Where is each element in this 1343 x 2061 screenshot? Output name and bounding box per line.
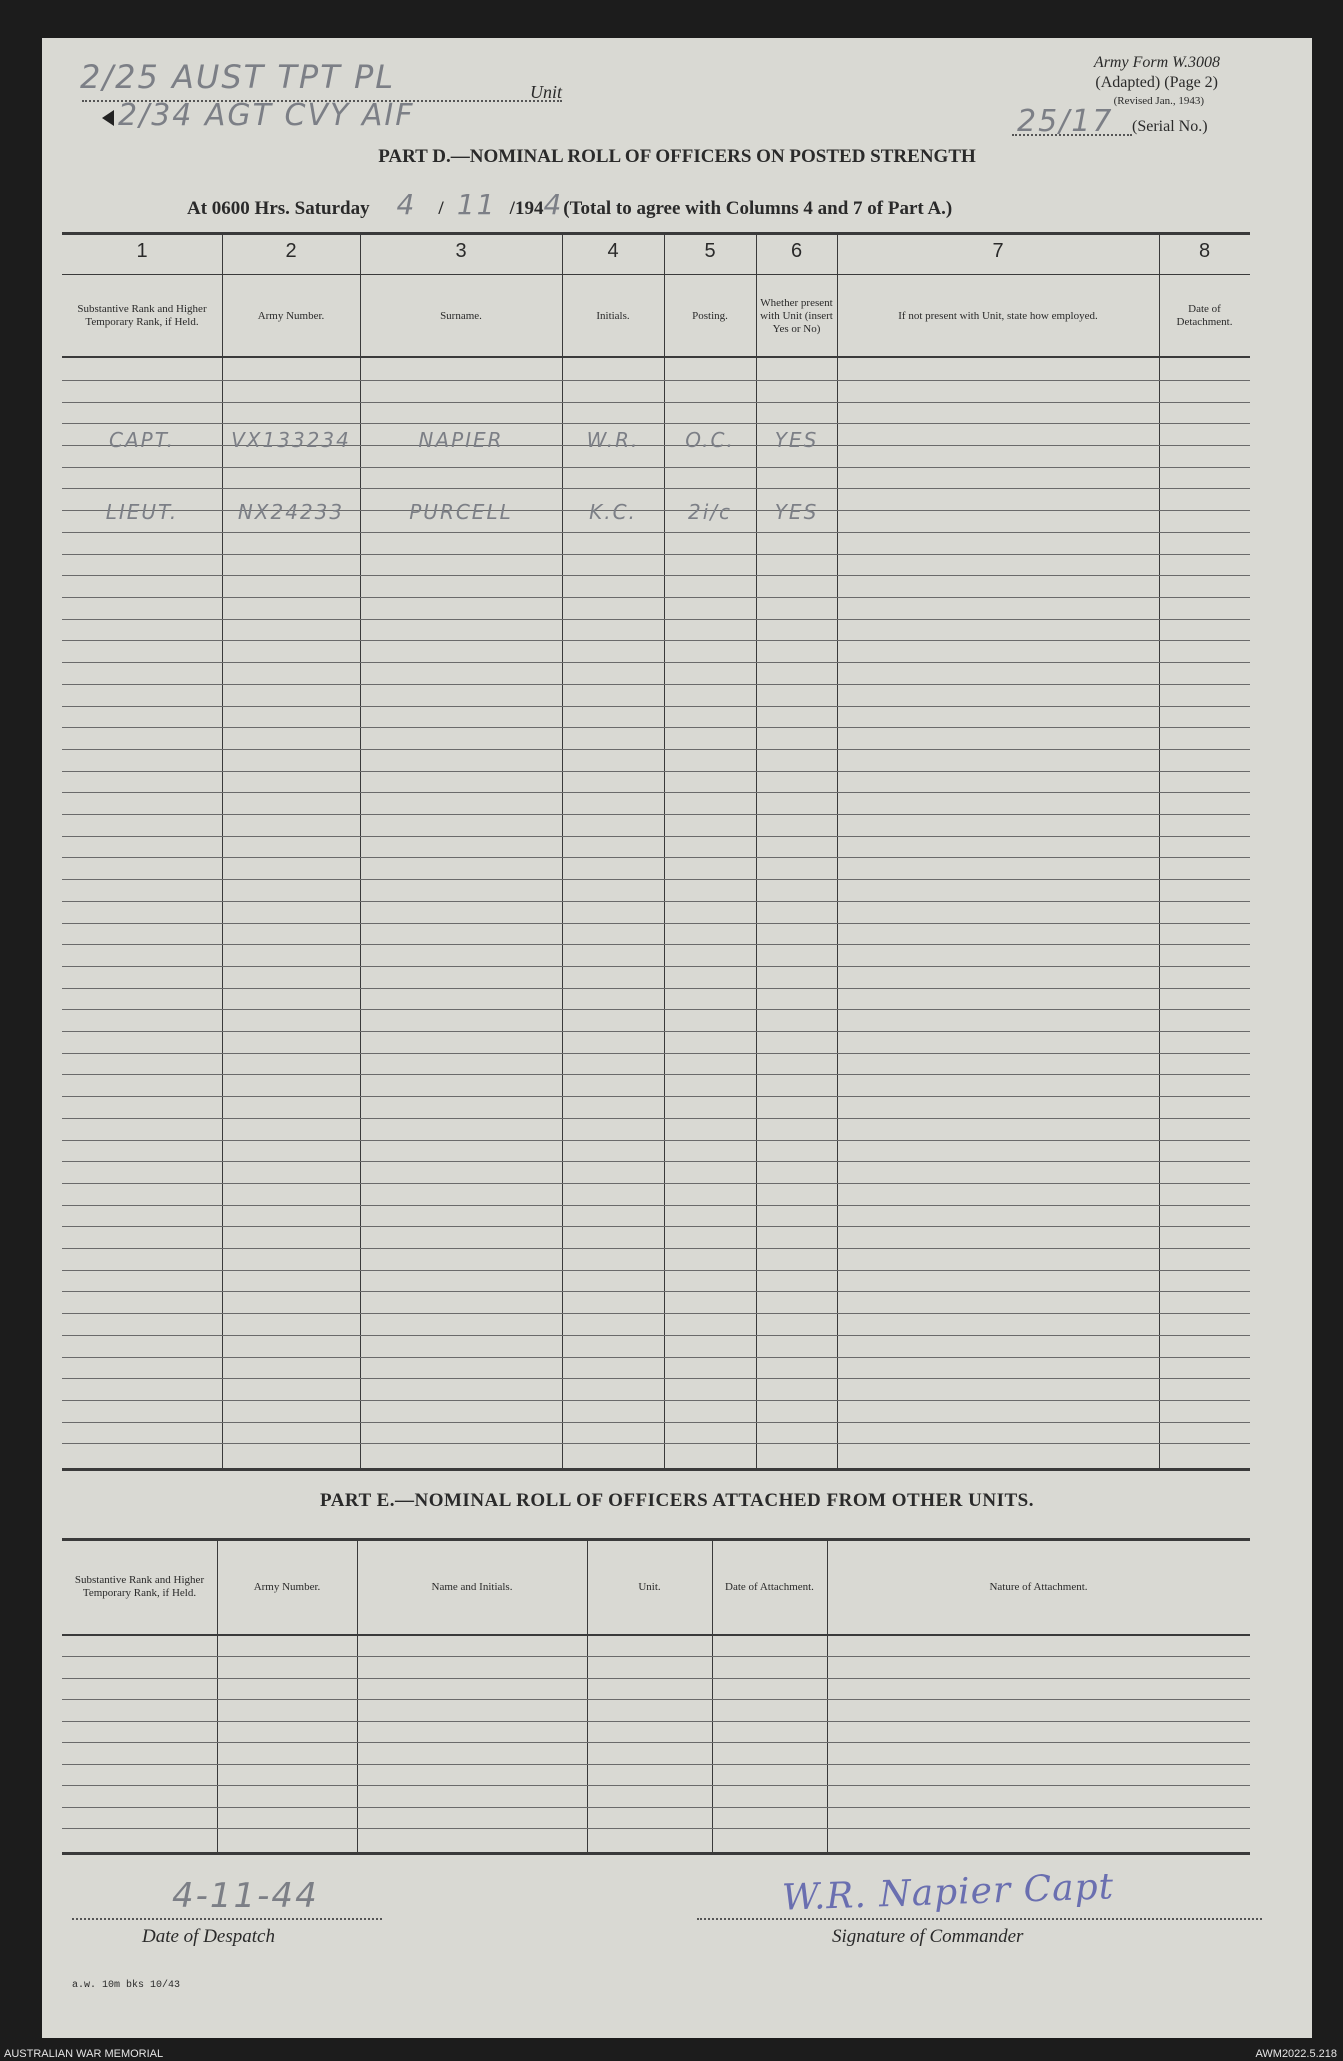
part-d-col-number: 5 (704, 240, 716, 262)
part-d-row-rule (62, 706, 1250, 707)
part-d-column-rule (1159, 232, 1160, 1468)
part-d-row-rule (62, 944, 1250, 945)
part-e-col-label: Nature of Attachment. (989, 1580, 1088, 1593)
part-d-row-rule (62, 1313, 1250, 1314)
despatch-dotted-line (72, 1918, 382, 1920)
part-d-cell-posting: O.C. (685, 428, 735, 452)
part-d-col-number: 4 (607, 240, 619, 262)
part-e-title: PART E.—NOMINAL ROLL OF OFFICERS ATTACHED FROM OTHER UNITS. (320, 1490, 1034, 1511)
part-d-cell-initials: K.C. (589, 500, 637, 524)
part-d-row-rule (62, 901, 1250, 902)
part-e-bottom-rule (62, 1852, 1250, 1855)
signature-label: Signature of Commander (832, 1926, 1024, 1947)
part-e-col-label: Date of Attachment. (725, 1580, 814, 1593)
part-d-cell-initials: W.R. (586, 428, 640, 452)
part-d-row-rule (62, 1205, 1250, 1206)
serial-dotted-line (1012, 134, 1132, 136)
form-name: Army Form W.3008 (1093, 54, 1220, 71)
part-d-row-rule (62, 1378, 1250, 1379)
date-year-digit: 4 (543, 188, 564, 221)
part-d-column-rule (756, 232, 757, 1468)
part-d-col-label: Initials. (596, 309, 630, 322)
part-d-col-number: 8 (1198, 240, 1211, 262)
part-d-row-rule (62, 380, 1250, 381)
part-e-row-rule (62, 1656, 1250, 1657)
part-e-column-rule (712, 1538, 713, 1852)
part-d-cell-army_number: VX133234 (231, 428, 351, 452)
unit-value-line1: 2/25 AUST TPT PL (80, 58, 396, 96)
part-d-row-rule (62, 597, 1250, 598)
part-e-col-label: Unit. (638, 1580, 661, 1593)
part-d-number-rule (62, 274, 1250, 275)
date-line: At 0600 Hrs. Saturday 4 / 11 /1944(Total to agree with Columns 4 and 7 of Part A.) (187, 188, 953, 221)
part-d-row-rule (62, 727, 1250, 728)
part-d-row-rule (62, 640, 1250, 641)
part-d-row-rule (62, 836, 1250, 837)
part-d-row-rule (62, 1118, 1250, 1119)
part-d-col-label: Posting. (692, 309, 728, 322)
part-d-cell-present: YES (774, 500, 819, 524)
part-e-row-rule (62, 1742, 1250, 1743)
part-d-column-rule (360, 232, 361, 1468)
part-d-row-rule (62, 532, 1250, 533)
form-adapted: (Adapted) (Page 2) (1095, 74, 1218, 91)
part-e-col-label: Substantive Rank and Higher Temporary Rank, if Held. (74, 1574, 205, 1599)
part-d-row-rule (62, 749, 1250, 750)
part-d-row-rule (62, 1291, 1250, 1292)
part-d-row-rule (62, 684, 1250, 685)
part-e-top-rule (62, 1538, 1250, 1541)
part-d-row-rule (62, 662, 1250, 663)
part-d-row-rule (62, 1096, 1250, 1097)
part-d-col-label: If not present with Unit, state how employed. (898, 309, 1098, 322)
part-d-row-rule (62, 857, 1250, 858)
part-d-row-rule (62, 1400, 1250, 1401)
part-d-title: PART D.—NOMINAL ROLL OF OFFICERS ON POSTED STRENGTH (378, 146, 976, 167)
arrow-marker-icon (102, 110, 114, 126)
part-d-cell-surname: PURCELL (409, 500, 513, 524)
part-d-col-number: 3 (455, 240, 467, 262)
part-d-row-rule (62, 619, 1250, 620)
part-e-col-label: Name and Initials. (431, 1580, 513, 1593)
part-e-column-rule (827, 1538, 828, 1852)
unit-label: Unit (530, 82, 563, 102)
part-e-row-rule (62, 1764, 1250, 1765)
part-d-row-rule (62, 488, 1250, 489)
unit-dotted-line (82, 100, 562, 102)
archive-right: AWM2022.5.218 (1255, 2048, 1337, 2060)
part-e-row-rule (62, 1807, 1250, 1808)
part-d-col-number: 6 (790, 240, 803, 262)
unit-value-line2: 2/34 AGT CVY AIF (118, 98, 415, 133)
part-d-row-rule (62, 966, 1250, 967)
part-d-row-rule (62, 1009, 1250, 1010)
part-d-col-number: 2 (285, 240, 297, 262)
part-d-row-rule (62, 988, 1250, 989)
part-e-row-rule (62, 1828, 1250, 1829)
part-d-column-rule (837, 232, 838, 1468)
part-d-row-rule (62, 1226, 1250, 1227)
part-d-row-rule (62, 1140, 1250, 1141)
part-d-col-label: Whether present with Unit (insert Yes or No) (760, 296, 833, 335)
archive-left: AUSTRALIAN WAR MEMORIAL (4, 2048, 164, 2060)
part-d-cell-rank: LIEUT. (105, 500, 179, 524)
part-d-col-label: Substantive Rank and Higher Temporary Rank, if Held. (77, 303, 207, 328)
part-d-row-rule (62, 923, 1250, 924)
part-d-row-rule (62, 554, 1250, 555)
part-d-row-rule (62, 467, 1250, 468)
part-d-cell-present: YES (774, 428, 819, 452)
part-e-row-rule (62, 1699, 1250, 1700)
serial-value: 25/17 (1017, 104, 1114, 139)
print-code: a.w. 10m bks 10/43 (72, 1980, 181, 1991)
part-d-bottom-rule (62, 1468, 1250, 1471)
part-d-col-number: 7 (992, 240, 1004, 262)
date-prefix: At 0600 Hrs. Saturday (187, 198, 370, 219)
part-e-column-rule (587, 1538, 588, 1852)
part-e-col-label: Army Number. (253, 1580, 321, 1593)
date-day: 4 (396, 188, 417, 221)
part-d-row-rule (62, 1074, 1250, 1075)
part-d-col-label: Date of Detachment. (1176, 303, 1233, 328)
part-d-cell-army_number: NX24233 (237, 500, 345, 524)
part-d-row-rule (62, 1443, 1250, 1444)
serial-label: (Serial No.) (1132, 118, 1208, 135)
part-d-top-rule (62, 232, 1250, 235)
date-year-prefix: 194 (514, 198, 544, 219)
signature-dotted-line (697, 1918, 1262, 1920)
part-d-cell-posting: 2i/c (687, 500, 732, 524)
part-d-row-rule (62, 402, 1250, 403)
part-e-column-rule (357, 1538, 358, 1852)
part-d-column-rule (664, 232, 665, 1468)
part-d-row-rule (62, 814, 1250, 815)
form-revised: (Revised Jan., 1943) (1113, 95, 1204, 107)
part-d-row-rule (62, 1053, 1250, 1054)
part-d-row-rule (62, 1031, 1250, 1032)
part-d-cell-rank: CAPT. (109, 428, 175, 452)
part-d-row-rule (62, 1248, 1250, 1249)
part-e-row-rule (62, 1721, 1250, 1722)
part-d-col-label: Surname. (440, 309, 482, 322)
part-e-column-rule (217, 1538, 218, 1852)
form-page (42, 38, 1312, 2038)
part-d-row-rule (62, 1335, 1250, 1336)
part-d-column-rule (562, 232, 563, 1468)
part-d-row-rule (62, 1161, 1250, 1162)
part-d-column-rule (222, 232, 223, 1468)
part-d-row-rule (62, 1422, 1250, 1423)
commander-signature: W.R. Napier Capt (781, 1866, 1115, 1919)
part-d-row-rule (62, 1357, 1250, 1358)
date-month: 11 (456, 188, 497, 221)
part-d-row-rule (62, 792, 1250, 793)
part-d-header-rule (62, 356, 1250, 358)
part-d-row-rule (62, 879, 1250, 880)
part-e-row-rule (62, 1785, 1250, 1786)
part-d-row-rule (62, 1270, 1250, 1271)
part-d-row-rule (62, 1183, 1250, 1184)
part-d-row-rule (62, 575, 1250, 576)
despatch-value: 4-11-44 (172, 1876, 319, 1916)
date-suffix: (Total to agree with Columns 4 and 7 of Part A.) (563, 198, 953, 219)
part-e-row-rule (62, 1678, 1250, 1679)
part-e-header-rule (62, 1634, 1250, 1636)
part-d-row-rule (62, 423, 1250, 424)
part-d-cell-surname: NAPIER (418, 428, 504, 452)
despatch-label: Date of Despatch (142, 1926, 275, 1947)
part-d-col-number: 1 (136, 240, 148, 262)
part-d-col-label: Army Number. (257, 309, 325, 322)
part-d-row-rule (62, 771, 1250, 772)
